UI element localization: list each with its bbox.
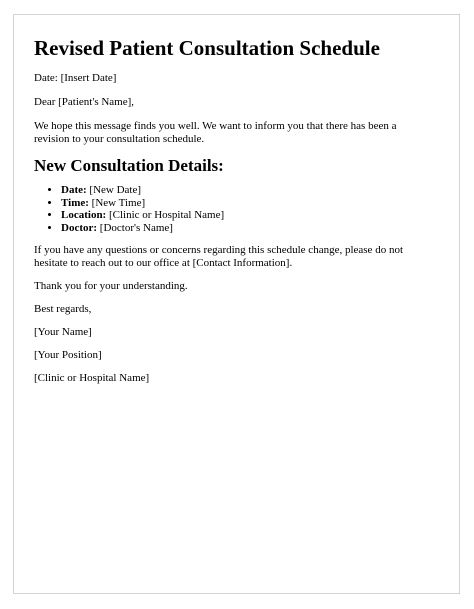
detail-time (61, 197, 434, 210)
sender-clinic: [Clinic or Hospital Name] (34, 372, 150, 384)
detail-label: Location: (61, 209, 107, 221)
detail-value: [New Time] (88, 196, 146, 209)
detail-date (61, 184, 434, 197)
sender-name: [Your Name] (34, 326, 92, 338)
date-line: Date: [Insert Date] (34, 72, 117, 84)
detail-label: Date: (61, 184, 87, 196)
detail-value: [Clinic or Hospital Name] (106, 209, 225, 221)
page-title: Revised Patient Consultation Schedule (34, 36, 380, 60)
closing-line: Best regards, (34, 303, 92, 315)
detail-label: Time: (61, 196, 89, 209)
details-list (34, 184, 434, 234)
sender-position: [Your Position] (34, 349, 102, 361)
thanks-line: Thank you for your understanding. (34, 280, 188, 292)
questions-paragraph: If you have any questions or concerns regarding this schedule change, please do not hesitate to reach out to our office at [Contact Information]. (34, 244, 403, 269)
detail-value: [New Date] (86, 184, 142, 196)
letter-content (34, 33, 434, 385)
detail-label: Doctor: (61, 221, 98, 234)
intro-paragraph: We hope this message finds you well. We want to inform you that there has been a revision to your consultation schedule. (34, 120, 397, 145)
details-heading: New Consultation Details: (34, 156, 224, 175)
detail-location (61, 209, 434, 222)
letter-page (13, 14, 460, 594)
detail-value: [Doctor's Name] (97, 221, 173, 234)
detail-doctor (61, 222, 434, 235)
greeting: Dear [Patient's Name], (34, 96, 135, 108)
